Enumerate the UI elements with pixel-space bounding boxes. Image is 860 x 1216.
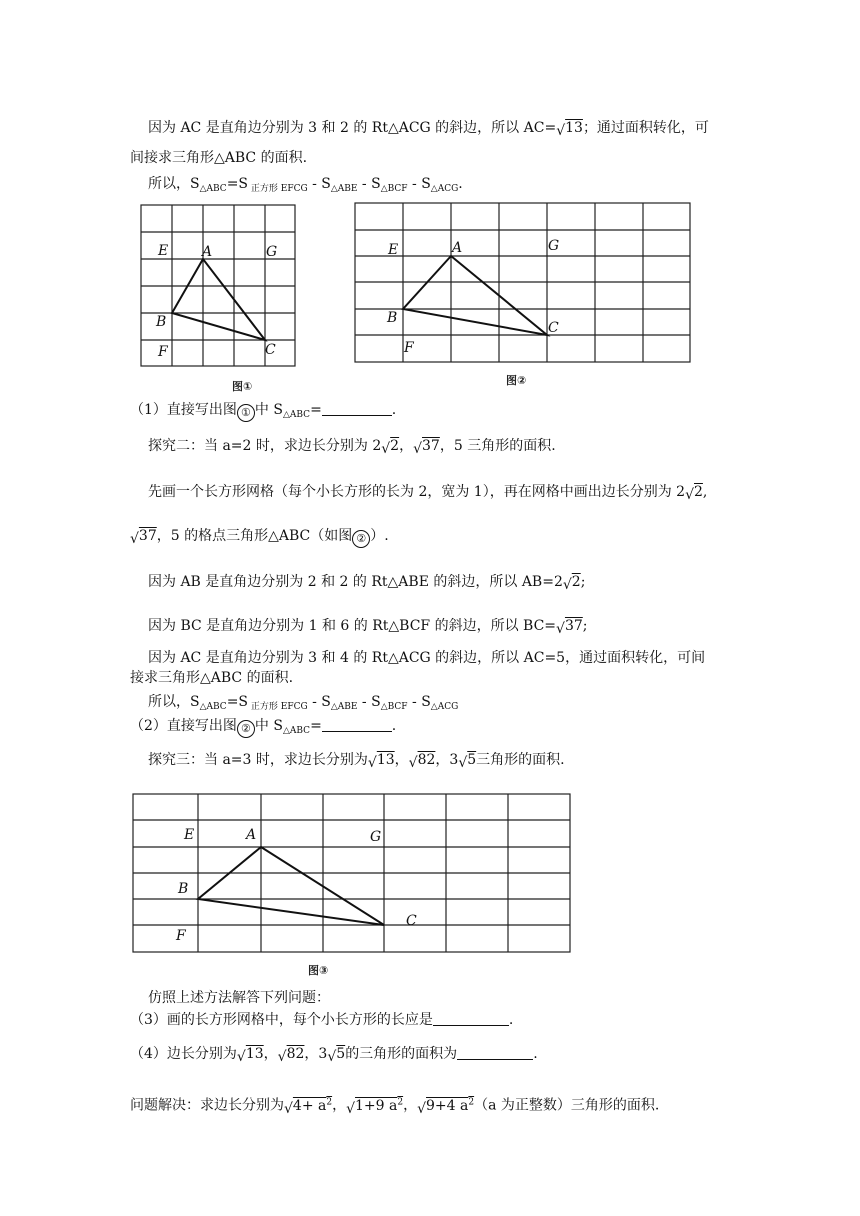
label-f: F	[176, 928, 186, 944]
label-c: C	[548, 320, 559, 336]
text-ab: 因为 AB 是直角边分别为 2 和 2 的 Rt△ABE 的斜边，所以 AB=2√2;	[148, 574, 586, 593]
draw-grid-instruction-cont: √37，5 的格点三角形△ABC（如图 ② ）.	[130, 528, 389, 547]
question-3: （3）画的长方形网格中，每个小长方形的长应是 .	[130, 1012, 514, 1028]
sqrt-icon: √	[562, 577, 572, 593]
answer-blank-3[interactable]	[433, 1011, 509, 1026]
radicand: 13	[565, 120, 583, 136]
imitate-instruction: 仿照上述方法解答下列问题：	[148, 990, 330, 1006]
label-c: C	[406, 913, 417, 929]
answer-blank-4[interactable]	[457, 1045, 533, 1060]
text: 因为 AC 是直角边分别为 3 和 2 的 Rt△ACG 的斜边，所以 AC=	[148, 120, 557, 136]
sqrt-icon: √	[367, 755, 377, 771]
circled-number: ①	[237, 404, 255, 422]
label-b: B	[178, 881, 189, 897]
label-g: G	[266, 244, 278, 260]
text-ac-2-cont: 接求三角形△ABC 的面积.	[130, 670, 294, 686]
sqrt-icon: √	[408, 755, 418, 771]
explore-three: 探究三：当 a=3 时，求边长分别为√13，√82，3√5三角形的面积.	[148, 752, 565, 771]
text-indirect: 间接求三角形△ABC 的面积.	[130, 150, 308, 166]
triangle-abc	[198, 847, 384, 925]
text-bc: 因为 BC 是直角边分别为 1 和 6 的 Rt△BCF 的斜边，所以 BC=√37;	[148, 618, 588, 637]
sqrt-icon: √	[381, 441, 391, 457]
question-1: （1）直接写出图 ① 中 $S_{\triangle ABC}=$ .	[130, 402, 397, 420]
sqrt-icon: √	[284, 1100, 293, 1117]
question-4: （4）边长分别为√13，√82，3√5的三角形的面积为 .	[130, 1046, 538, 1065]
sqrt-icon: √	[458, 755, 468, 771]
label-e: E	[158, 243, 169, 259]
sqrt-icon: √	[413, 441, 423, 457]
answer-blank-2[interactable]	[322, 717, 392, 732]
figure-3-caption: 图③	[308, 964, 329, 977]
circled-number: ②	[352, 530, 370, 548]
text-ac-2: 因为 AC 是直角边分别为 3 和 4 的 Rt△ACG 的斜边，所以 AC=5，通过面积转化，可间	[148, 650, 706, 666]
sqrt-icon: √	[346, 1100, 356, 1117]
label-f: F	[158, 344, 168, 360]
sqrt-icon: √	[685, 487, 694, 503]
sqrt-icon: √	[556, 621, 565, 637]
area-formula-2: 所以，$S_{\triangle ABC}=S$ $_{正方形}$ $_{EFCG} - S_{\triangle ABE} - S_{\triangle BCF} - S_{\triangle ACG}$	[148, 694, 459, 712]
area-formula-1: 所以，$S_{\triangle ABC}=S$ $_{正方形}$ $_{EFCG} - S_{\triangle ABE} - S_{\triangle BCF} - S_{\triangle ACG}$.	[148, 176, 463, 194]
triangle-abc	[172, 259, 265, 340]
sqrt-icon: √	[277, 1049, 287, 1065]
label-c: C	[265, 342, 276, 358]
sqrt-icon: √	[236, 1049, 246, 1065]
label-a: A	[246, 827, 257, 843]
label-b: B	[156, 314, 167, 330]
label-e: E	[388, 242, 399, 258]
explore-two: 探究二：当 a=2 时，求边长分别为 2√2，√37，5 三角形的面积.	[148, 438, 556, 457]
answer-blank-1[interactable]	[322, 401, 392, 416]
sqrt-icon: √	[130, 531, 139, 547]
sqrt-icon: √	[417, 1100, 427, 1117]
figure-3-grid	[132, 793, 572, 953]
label-e: E	[184, 827, 195, 843]
label-f: F	[404, 340, 414, 356]
text: ；通过面积转化，可	[582, 120, 709, 136]
figure-2-caption: 图②	[506, 374, 527, 387]
text-ac-statement	[148, 118, 709, 141]
sqrt-icon: √	[556, 123, 566, 139]
label-b: B	[387, 310, 398, 326]
draw-grid-instruction: 先画一个长方形网格（每个小长方形的长为 2，宽为 1），再在网格中画出边长分别为 2√2,	[148, 484, 708, 503]
label-a: A	[202, 244, 213, 260]
label-g: G	[370, 829, 382, 845]
label-g: G	[548, 238, 560, 254]
label-a: A	[452, 240, 463, 256]
problem-statement: 问题解决：求边长分别为$√4+ a^2$，√1+9 $a^2$，√9+4 $a^2(a$ 为正整数）三角形的面积.	[130, 1097, 660, 1117]
question-2: （2）直接写出图 ② 中 $S_{\triangle ABC}=$ .	[130, 718, 397, 736]
circled-number: ②	[237, 720, 255, 738]
sqrt-icon: √	[327, 1049, 337, 1065]
figure-2-grid	[354, 202, 692, 364]
triangle-abc	[403, 256, 547, 335]
figure-1-grid	[140, 204, 296, 368]
figure-1-caption: 图①	[232, 380, 253, 393]
